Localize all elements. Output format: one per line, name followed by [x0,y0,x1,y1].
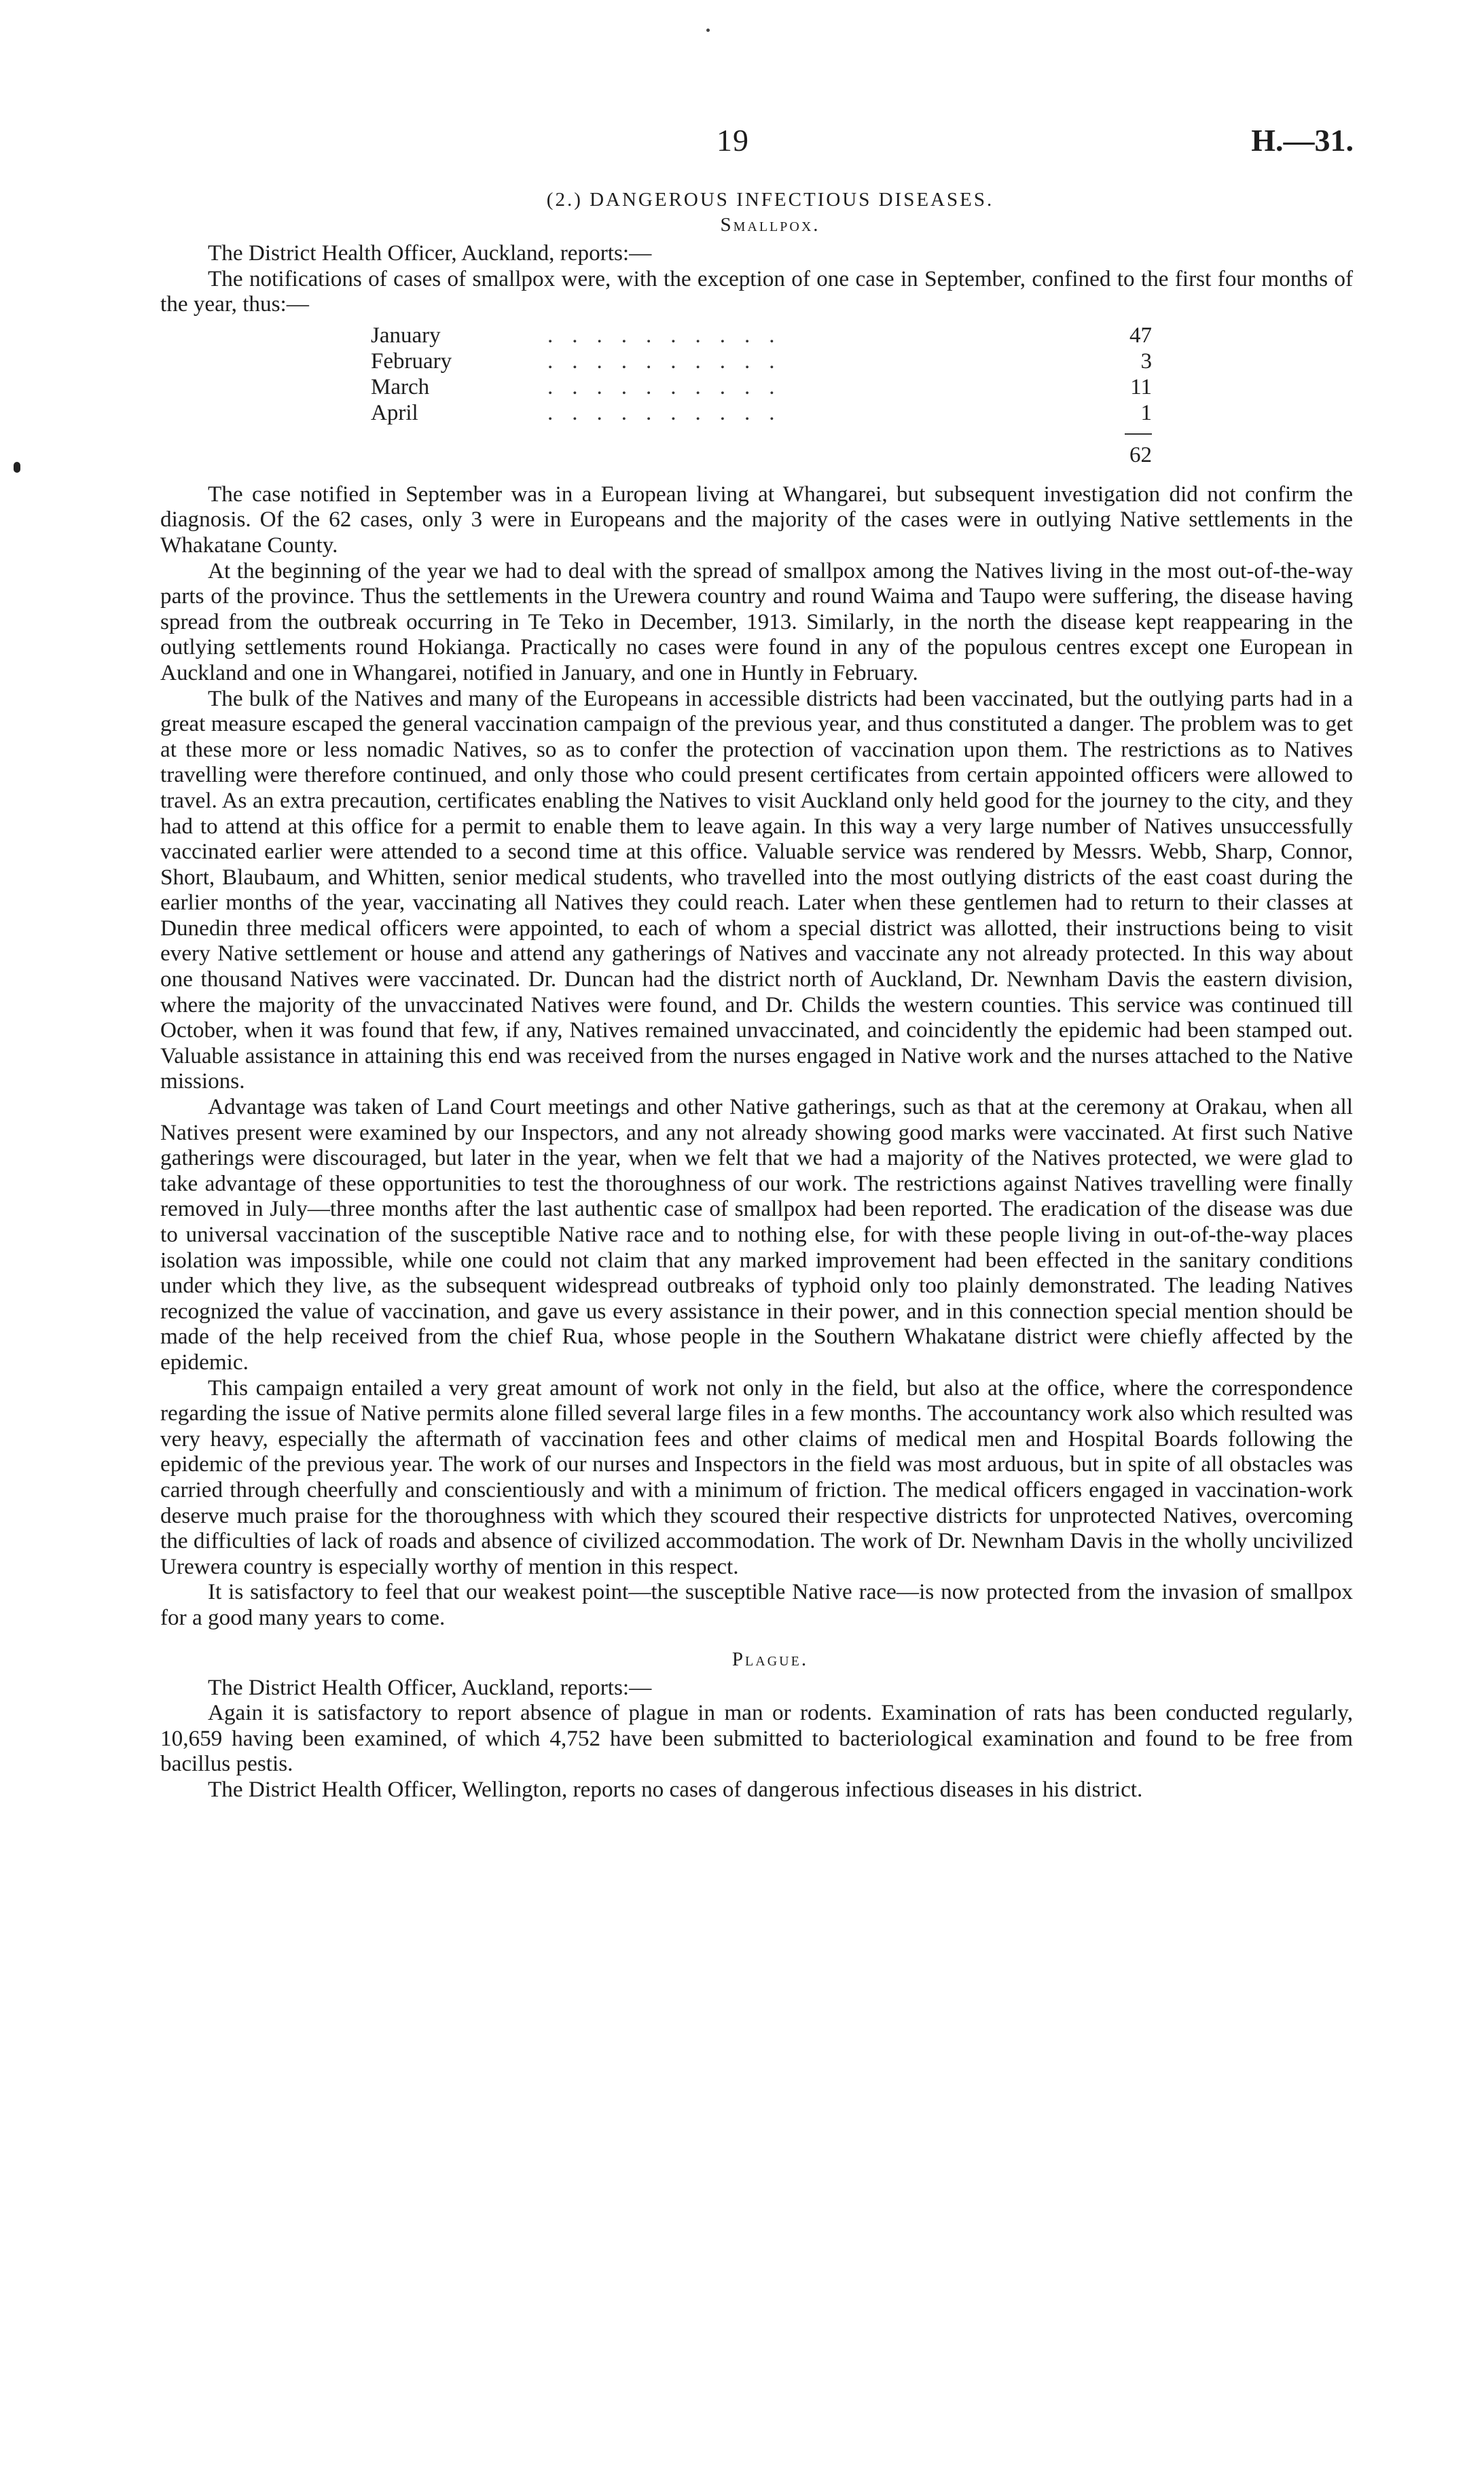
table-row [371,400,1152,426]
dot-leaders: .......... [547,323,794,348]
table-row [371,323,1152,348]
document-code: H.—31. [1251,123,1354,158]
table-row [371,348,1152,374]
plague-paragraph: The District Health Officer, Wellington, reports no cases of dangerous infectious diseases in his district. [208,1776,1143,1802]
smallpox-paragraph: The bulk of the Natives and many of the Europeans in accessible districts had been vaccinated, but the outlying parts had in a great measure escaped the general vaccination campaign of the previous year, and thus constituted a danger. The problem was to get at these more or less nomadic Natives, so as to confer the protection of vaccination upon them. The restrictions as to Natives travelling were therefore continued, and only those who could present certificates from certain appointed officers were allowed to travel. As an extra precaution, certificates enabling the Natives to visit Auckland only held good for the journey to the city, and they had to attend at this office for a permit to enable them to leave again. In this way a very large number of Natives unsuccessfully vaccinated earlier were attended to a second time at this office. Valuable service was rendered by Messrs. Webb, Sharp, Connor, Short, Blaubaum, and Whitten, senior medical students, who travelled into the most outlying districts of the east coast during the earlier months of the year, vaccinating all Natives they could reach. Later when these gentlemen had to return to their classes at Dunedin three medical officers were appointed, to each of whom a special district was allotted, their instructions being to visit every Native settlement or house and attend any gatherings of Natives and vaccinate any not already protected. In this way about one thousand Natives were vaccinated. Dr. Duncan had the district north of Auckland, Dr. Newnham Davis the eastern division, where the majority of the unvaccinated Natives were found, and Dr. Childs the western counties. This service was continued till October, when it was found that few, if any, Natives remained unvaccinated, and coincidently the epidemic had been stamped out. Valuable assistance in attaining this end was received from the nurses engaged in Native work and the nurses attached to the Native missions. [160,685,1353,1094]
plague-heading: Plague. [731,1648,809,1670]
total-rule-row [371,426,1152,442]
table-cases: 1 [1140,400,1152,425]
table-cases: 47 [1129,323,1152,348]
dot-leaders: .......... [547,374,794,399]
table-total: 62 [1129,442,1152,467]
smallpox-intro: The District Health Officer, Auckland, reports:— [208,240,652,266]
smallpox-paragraph: It is satisfactory to feel that our weakest point—the susceptible Native race—is now protected from the invasion of smallpox for a good many years to come. [160,1579,1353,1630]
total-rule [1125,433,1152,435]
plague-paragraph: Again it is satisfactory to report absence of plague in man or rodents. Examination of rats has been conducted regularly, 10,659 having been examined, of which 4,752 have been submitted to bacteriological examination and found to be free from bacillus pestis. [160,1700,1353,1777]
table-cases: 3 [1140,348,1152,374]
smallpox-paragraph: Advantage was taken of Land Court meetings and other Native gatherings, such as that at the ceremony at Orakau, when all Natives present were examined by our Inspectors, and any not already showing good marks were vaccinated. At first such Native gatherings were discouraged, but later in the year, when we felt that we had a majority of the Natives protected, we were glad to take advantage of these opportunities to test the thoroughness of our work. The restrictions against Natives travelling were finally removed in July—three months after the last authentic case of smallpox had been reported. The eradication of the disease was due to universal vaccination of the susceptible Native race and to nothing else, for with these people living in out-of-the-way places isolation was impossible, while one could not claim that any marked improvement had been effected in the sanitary conditions under which they live, as the subsequent widespread outbreaks of typhoid only too plainly demonstrated. The leading Natives recognized the value of vaccination, and gave us every assistance in their power, and in this connection special mention should be made of the help received from the chief Rua, whose people in the Southern Whakatane district were chiefly affected by the epidemic. [160,1094,1353,1375]
section-title: (2.) DANGEROUS INFECTIOUS DISEASES. [546,189,994,211]
smallpox-paragraph: At the beginning of the year we had to deal with the spread of smallpox among the Natives living in the most out-of-the-way parts of the province. Thus the settlements in the Urewera country and round Waima and Taupo were suffering, the disease having spread from the outbreak occurring in Te Teko in December, 1913. Similarly, in the north the disease kept reappearing in the outlying settlements round Hokianga. Practically no cases were found in any of the populous centres except one European in Auckland and one in Whangarei, notified in January, and one in Huntly in February. [160,558,1353,685]
table-month: February [371,348,452,374]
table-total-row [371,442,1152,468]
smallpox-paragraph: This campaign entailed a very great amount of work not only in the field, but also at the office, where the correspondence regarding the issue of Native permits alone filled several large files in a few months. The accountancy work also which resulted was very heavy, especially the aftermath of vaccination fees and other claims of medical men and Hospital Boards following the epidemic of the previous year. The work of our nurses and Inspectors in the field was most arduous, but in spite of all obstacles was carried through cheerfully and conscientiously and with a minimum of friction. The medical officers engaged in vaccination-work deserve much praise for the thoroughness with which they scoured their respective districts for unprotected Natives, overcoming the difficulties of lack of roads and absence of civilized accommodation. The work of Dr. Newnham Davis in the wholly uncivilized Urewera country is especially worthy of mention in this respect. [160,1375,1353,1579]
smallpox-lead-paragraph: The notifications of cases of smallpox were, with the exception of one case in September, confined to the first four months of the year, thus:— [160,266,1353,317]
table-month: April [371,400,418,425]
dot-leaders: .......... [547,400,794,425]
dot-leaders: .......... [547,348,794,374]
scan-speck [706,29,710,32]
page-body [160,189,1353,1802]
smallpox-heading: Smallpox. [720,214,820,236]
table-cases: 11 [1130,374,1152,399]
smallpox-cases-table [371,323,1152,468]
smallpox-paragraph: The case notified in September was in a European living at Whangarei, but subsequent investigation did not confirm the diagnosis. Of the 62 cases, only 3 were in Europeans and the majority of the cases were in outlying Native settlements in the Whakatane County. [160,481,1353,558]
plague-intro: The District Health Officer, Auckland, reports:— [208,1674,652,1700]
page-number: 19 [717,123,749,158]
table-row [371,374,1152,400]
table-month: January [371,323,441,348]
table-month: March [371,374,430,399]
margin-mark [14,462,20,473]
